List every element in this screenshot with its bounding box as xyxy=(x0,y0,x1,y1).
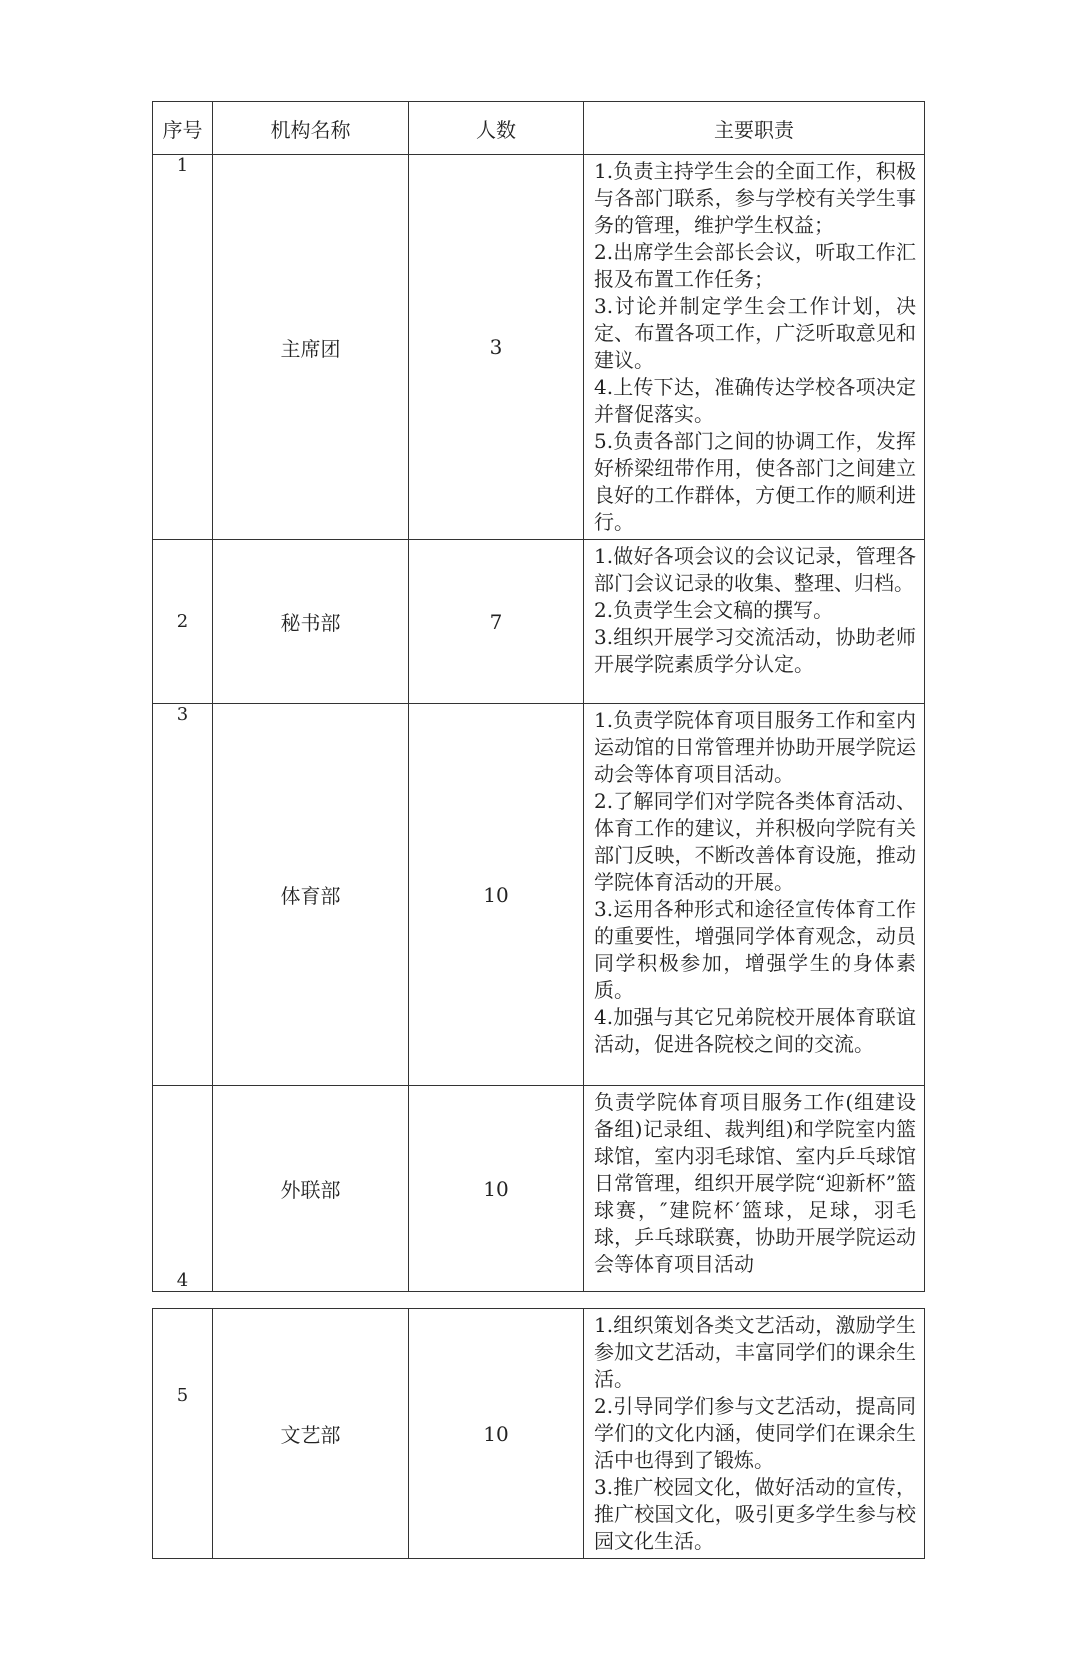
header-duties: 主要职责 xyxy=(584,102,925,155)
row-index: 3 xyxy=(153,704,213,1086)
duty-item: 4.上传下达，准确传达学校各项决定并督促落实。 xyxy=(594,375,916,426)
row-count: 3 xyxy=(409,155,584,540)
row-index: 2 xyxy=(153,540,213,704)
organization-table xyxy=(152,101,925,1292)
header-name: 机构名称 xyxy=(213,102,409,155)
duty-item: 2.负责学生会文稿的撰写。 xyxy=(594,598,834,622)
table-row xyxy=(153,704,925,1086)
row-duties xyxy=(584,1086,925,1292)
header-count: 人数 xyxy=(409,102,584,155)
duty-item: 3.运用各种形式和途径宣传体育工作的重要性，增强同学体育观念，动员同学积极参加，增强学生的身体素质。 xyxy=(594,897,916,1002)
row-name: 秘书部 xyxy=(213,540,409,704)
row-name: 主席团 xyxy=(213,155,409,540)
table-row xyxy=(153,1309,925,1559)
row-count: 10 xyxy=(409,1309,584,1559)
row-index: 4 xyxy=(153,1086,213,1292)
duty-item: 2.出席学生会部长会议，听取工作汇报及布置工作任务； xyxy=(594,240,916,291)
header-index: 序号 xyxy=(153,102,213,155)
row-duties xyxy=(584,704,925,1086)
row-count: 7 xyxy=(409,540,584,704)
row-count: 10 xyxy=(409,704,584,1086)
duty-item: 2.了解同学们对学院各类体育活动、体育工作的建议，并积极向学院有关部门反映，不断改善体育设施，推动学院体育活动的开展。 xyxy=(594,789,916,894)
row-index: 5 xyxy=(153,1309,213,1559)
duty-item: 3.推广校园文化，做好活动的宣传，推广校国文化，吸引更多学生参与校园文化生活。 xyxy=(594,1475,916,1553)
table-header-row xyxy=(153,102,925,155)
duty-item: 3.讨论并制定学生会工作计划，决定、布置各项工作，广泛听取意见和建议。 xyxy=(594,294,916,372)
duty-item: 1.负责学院体育项目服务工作和室内运动馆的日常管理并协助开展学院运动会等体育项目活动。 xyxy=(594,708,916,786)
duty-item: 1.做好各项会议的会议记录，管理各部门会议记录的收集、整理、归档。 xyxy=(594,544,916,595)
duty-item: 1.组织策划各类文艺活动，激励学生参加文艺活动，丰富同学们的课余生活。 xyxy=(594,1313,916,1391)
duty-item: 负责学院体育项目服务工作(组建设备组)记录组、裁判组)和学院室内篮球馆，室内羽毛球馆、室内乒乓球馆日常管理，组织开展学院“迎新杯”篮球赛，″建院杯′篮球，足球，羽毛球，乒乓球联赛，协助开展学院运动会等体育项目活动 xyxy=(594,1090,916,1276)
duty-item: 4.加强与其它兄弟院校开展体育联谊活动，促进各院校之间的交流。 xyxy=(594,1005,916,1056)
table-row xyxy=(153,1086,925,1292)
row-count: 10 xyxy=(409,1086,584,1292)
table-row xyxy=(153,540,925,704)
row-name: 外联部 xyxy=(213,1086,409,1292)
row-name: 文艺部 xyxy=(213,1309,409,1559)
table-row xyxy=(153,155,925,540)
duty-item: 2.引导同学们参与文艺活动，提高同学们的文化内涵，使同学们在课余生活中也得到了锻炼。 xyxy=(594,1394,916,1472)
duty-item: 3.组织开展学习交流活动，协助老师开展学院素质学分认定。 xyxy=(594,625,916,676)
duty-item: 5.负责各部门之间的协调工作，发挥好桥梁纽带作用，使各部门之间建立良好的工作群体，方便工作的顺利进行。 xyxy=(594,429,916,534)
row-index: 1 xyxy=(153,155,213,540)
row-name: 体育部 xyxy=(213,704,409,1086)
row-duties xyxy=(584,155,925,540)
row-duties xyxy=(584,1309,925,1559)
row-duties xyxy=(584,540,925,704)
organization-table-continued xyxy=(152,1308,925,1559)
duty-item: 1.负责主持学生会的全面工作，积极与各部门联系，参与学校有关学生事务的管理，维护学生权益； xyxy=(594,159,916,237)
